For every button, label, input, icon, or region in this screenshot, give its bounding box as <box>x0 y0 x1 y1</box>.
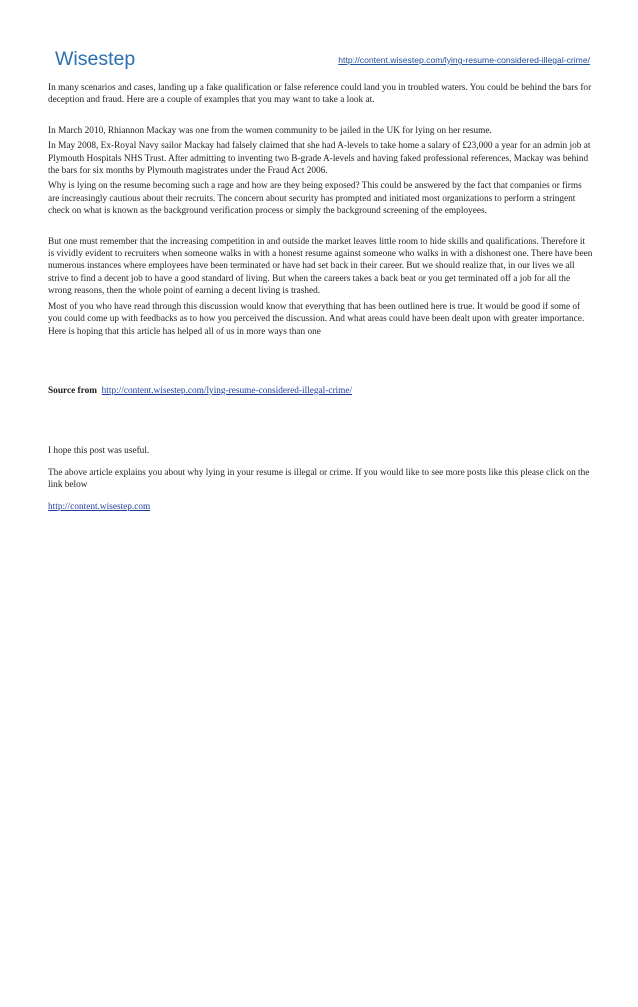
footer-link-line <box>48 501 593 513</box>
footer-site-link[interactable]: http://content.wisestep.com <box>48 501 151 512</box>
paragraph-competition: But one must remember that the increasing competition in and outside the market leaves little room to hide skills and qualifications. Therefore it is vividly evident to recruiters when someone walks in with a honest resume against someone who walks in with a dishonest one. There have been numerous instances where employees have been terminated or have had set back in their career. But we should realize that, in our lives we all strive to find a decent job to have a good standard of living. But when the careers takes a back beat or you get terminated off a job for all the wrong reasons, then the whole point of earning a decent living is trashed. <box>48 236 593 297</box>
page-header <box>52 47 592 75</box>
paragraph-case-2008: In May 2008, Ex-Royal Navy sailor Mackay had falsely claimed that she had A-levels to take home a salary of £23,000 a year for an admin job at Plymouth Hospitals NHS Trust. After admitting to inventing two B-grade A-levels and having faked professional references, Mackay was behind the bars for six months by Plymouth magistrates under the Fraud Act 2006. <box>48 141 591 177</box>
paragraph-case-2010: In March 2010, Rhiannon Mackay was one from the women community to be jailed in the UK for lying on her resume. <box>48 125 492 136</box>
paragraph-intro: In many scenarios and cases, landing up a fake qualification or false reference could land you in troubled waters. You could be behind the bars for deception and fraud. Here are a couple of examples that you may want to take a look at. <box>48 83 592 106</box>
article-body <box>48 82 593 513</box>
paragraph-why-lying: Why is lying on the resume becoming such a rage and how are they being exposed? This could be answered by the fact that companies or firms are increasingly cautious about their recruits. The concern about security has prompted and initiated most organizations to perform a stringent check on what is known as the background verification process or simply the background screening of the employees. <box>48 181 582 217</box>
paragraph-conclusion: Most of you who have read through this discussion would know that everything that has been outlined here is true. It would be good if some of you could come up with feedbacks as to how you perceived the discussion. And what areas could have been dealt upon with greater importance. Here is hoping that this article has helped all of us in more ways than one <box>48 301 585 337</box>
source-link[interactable]: http://content.wisestep.com/lying-resume-considered-illegal-crime/ <box>101 385 353 396</box>
more-posts-text: The above article explains you about why lying in your resume is illegal or crime. If you would like to see more posts like this please click on the link below <box>48 467 590 491</box>
source-line <box>48 385 593 397</box>
thanks-text: I hope this post was useful. <box>48 446 150 457</box>
brand-title: Wisestep <box>55 48 136 70</box>
header-article-link[interactable]: http://content.wisestep.com/lying-resume-considered-illegal-crime/ <box>338 55 590 65</box>
source-label: Source from <box>48 385 97 396</box>
